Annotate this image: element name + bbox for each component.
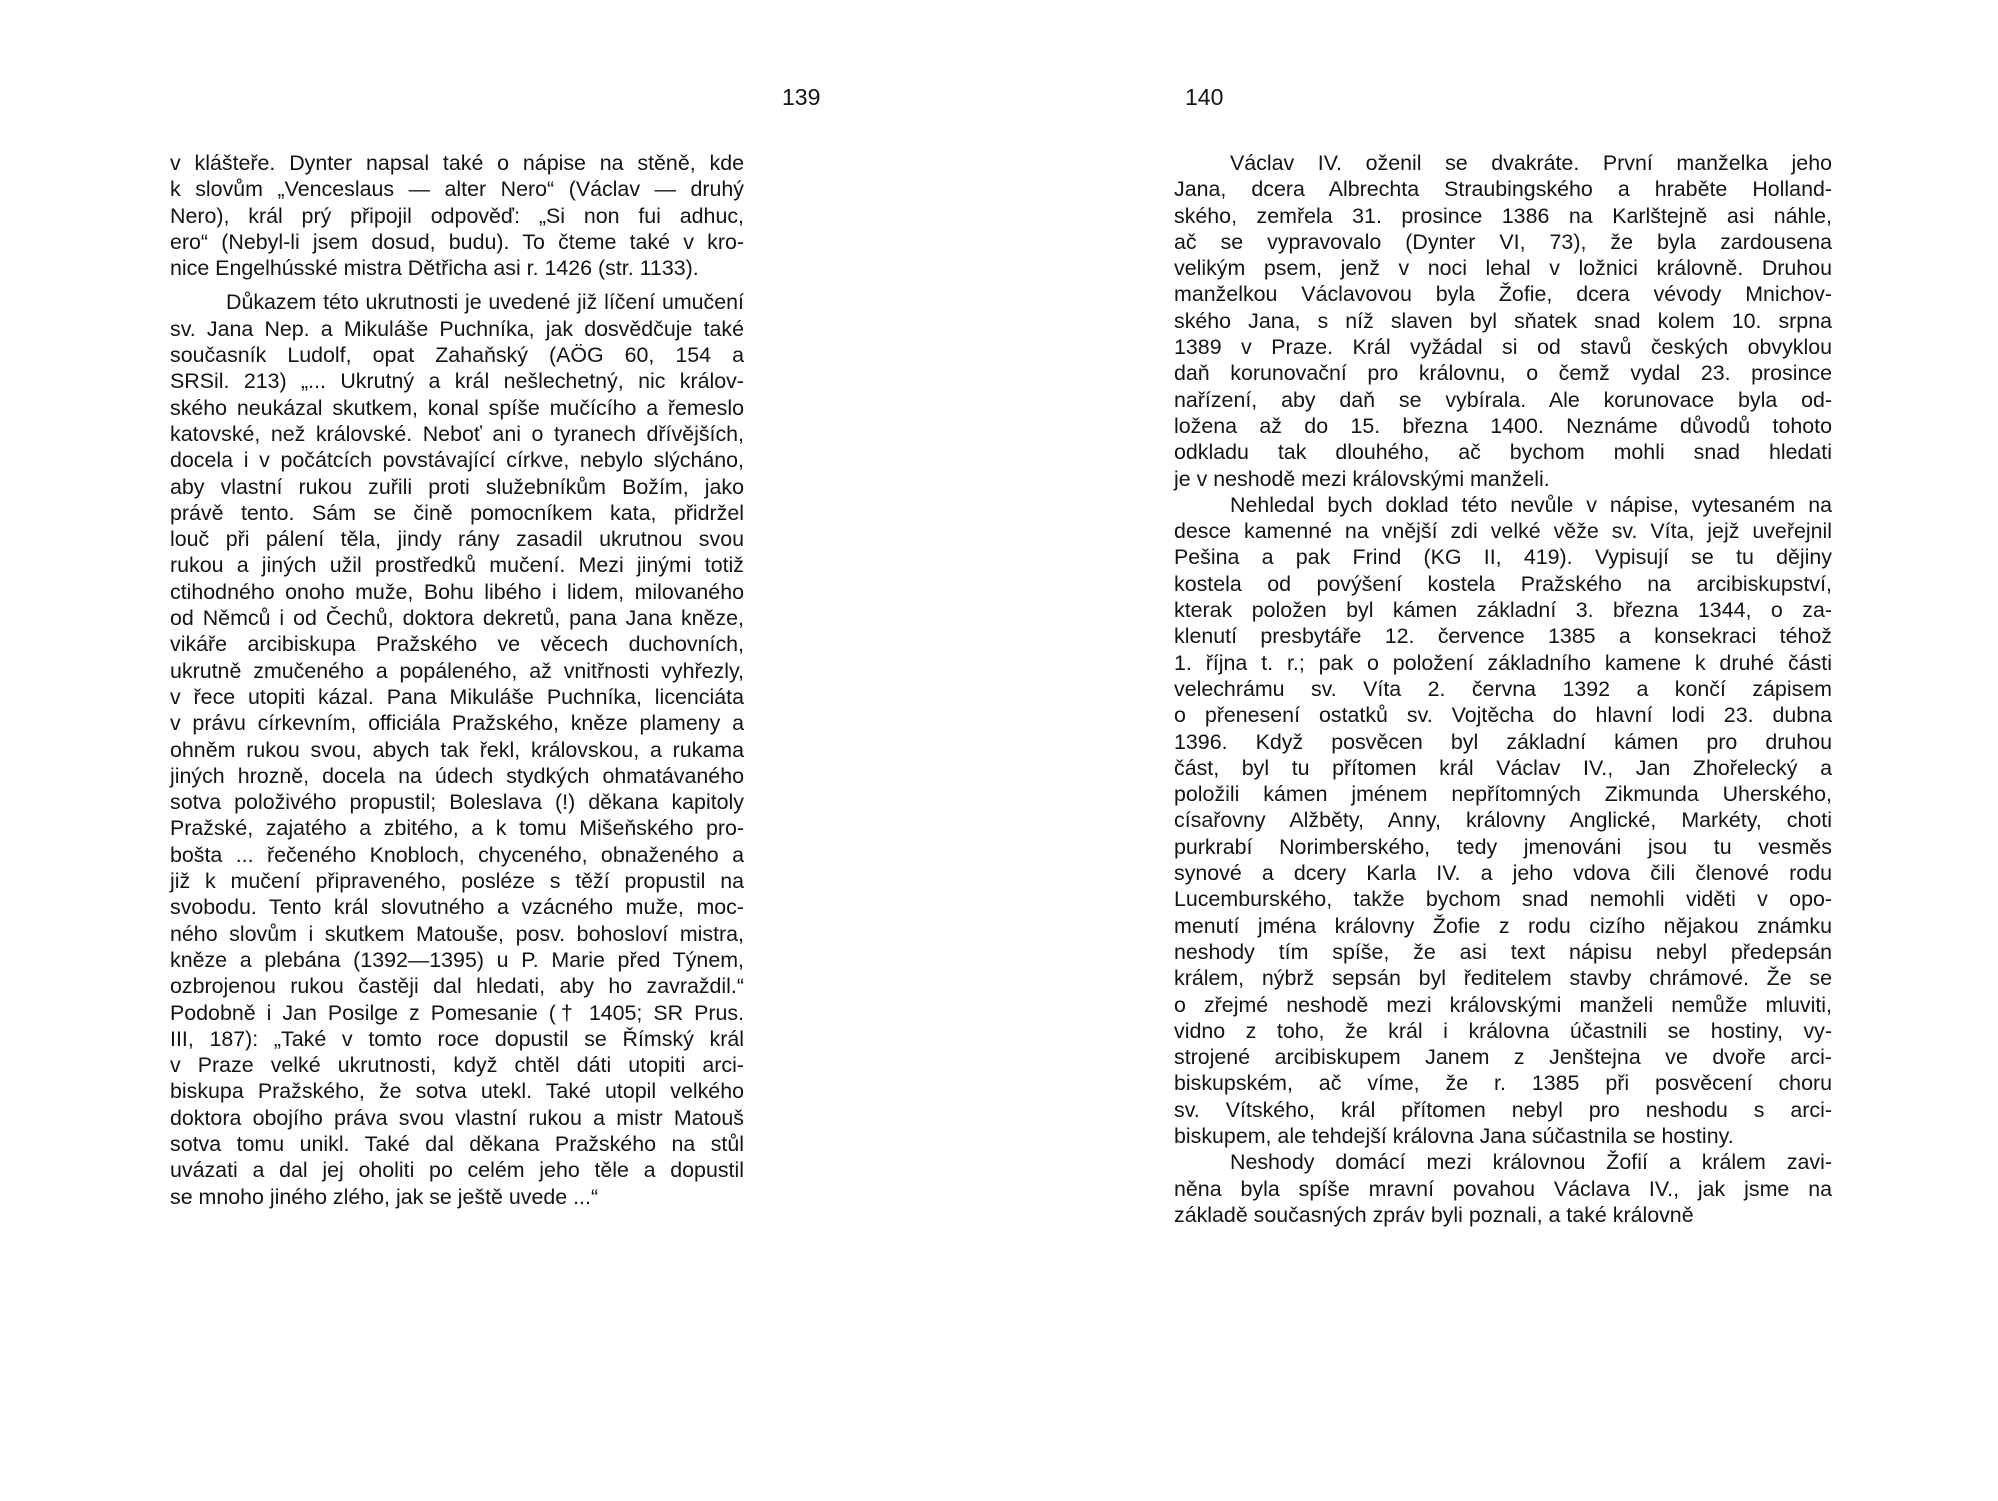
text-line: v řece utopiti kázal. Pana Mikuláše Puchníka, licenciáta <box>170 684 744 709</box>
text-line: bošta ... řečeného Knobloch, chyceného, obnaženého a <box>170 842 744 867</box>
text-line: ského, zemřela 31. prosince 1386 na Karlštejně asi náhle, <box>1174 203 1832 228</box>
text-line: se mnoho jiného zlého, jak se ještě uvede ...“ <box>170 1184 599 1209</box>
text-line: ozbrojenou rukou častěji dal hledati, aby ho zavraždil.“ <box>170 974 744 999</box>
text-line: biskupem, ale tehdejší královna Jana súčastnila se hostiny. <box>1174 1123 1734 1148</box>
text-line: vidno z toho, že král i královna účastnili se hostiny, vy- <box>1174 1018 1832 1043</box>
text-line: Pražské, zajatého a zbitého, a k tomu Mišeňského pro- <box>170 816 744 841</box>
text-line: strojené arcibiskupem Janem z Jenštejna ve dvoře arci- <box>1174 1045 1832 1070</box>
text-line: císařovny Alžběty, Anny, královny Anglické, Markéty, choti <box>1174 808 1832 833</box>
text-line: sotva tomu unikl. Také dal děkana Pražského na stůl <box>170 1131 744 1156</box>
paragraph <box>1174 150 1832 492</box>
left-text-block <box>170 150 744 1210</box>
text-line: velikým psem, jenž v noci lehal v ložnici královně. Druhou <box>1174 256 1832 281</box>
text-line: uvázati a dal jej oholiti po celém jeho těle a dopustil <box>170 1158 744 1183</box>
text-line: Neshody domácí mezi královnou Žofií a králem zavi- <box>1230 1150 1832 1175</box>
text-line: sotva položivého propustil; Boleslava (!) děkana kapitoly <box>170 790 744 815</box>
text-line: Podobně i Jan Posilge z Pomesanie († 1405; SR Prus. <box>170 1000 744 1025</box>
text-line: odkladu tak dlouhého, ač bychom mohli snad hledati <box>1174 440 1832 465</box>
text-line: 1. října t. r.; pak o položení základního kamene k druhé části <box>1174 650 1832 675</box>
text-line: ukrutně zmučeného a popáleného, až vnitřnosti vyhřezly, <box>170 658 744 683</box>
text-line: desce kamenné na vnější zdi velké věže sv. Víta, jejž uveřejnil <box>1174 519 1832 544</box>
text-line: ného slovům i skutkem Matouše, posv. bohosloví mistra, <box>170 921 744 946</box>
text-line: ložena až do 15. března 1400. Neznáme důvodů tohoto <box>1174 413 1832 438</box>
text-line: kterak položen byl kámen základní 3. března 1344, o za- <box>1174 598 1832 623</box>
text-line: právě tento. Sám se čině pomocníkem kata, přidržel <box>170 500 744 525</box>
text-line: neshody tím spíše, že asi text nápisu nebyl předepsán <box>1174 939 1832 964</box>
text-line: Václav IV. oženil se dvakráte. První manželka jeho <box>1230 151 1832 175</box>
text-line: Pešina a pak Frind (KG II, 419). Vypisují se tu dějiny <box>1174 545 1832 570</box>
text-line: svobodu. Tento král slovutného a vzácného muže, moc- <box>170 895 744 920</box>
text-line: nařízení, aby daň se vybírala. Ale korunovace byla od- <box>1174 387 1832 412</box>
text-line: aby vlastní rukou zuřili proti služebníkům Božím, jako <box>170 474 744 499</box>
text-line: III, 187): „Také v tomto roce dopustil se Římský král <box>170 1026 744 1051</box>
text-line: Lucemburského, takže bychom snad nemohli viděti v opo- <box>1174 887 1832 912</box>
text-line: ského Jana, s níž slaven byl sňatek snad kolem 10. srpna <box>1174 308 1832 333</box>
text-line: v klášteře. Dynter napsal také o nápise na stěně, kde <box>170 151 744 175</box>
text-line: něna byla spíše mravní povahou Václava IV., jak jsme na <box>1174 1176 1832 1201</box>
page-number: 139 <box>782 84 821 110</box>
text-line: rukou a jiných užil prostředků mučení. Mezi jinými totiž <box>170 553 744 578</box>
text-line: jiných hrozně, docela na údech stydkých ohmatávaného <box>170 763 744 788</box>
text-line: synové a dcery Karla IV. a jeho vdova čili členové rodu <box>1174 861 1832 886</box>
text-line: ského neukázal skutkem, konal spíše mučícího a řemeslo <box>170 395 744 420</box>
text-line: ohněm rukou svou, abych tak řekl, královskou, a rukama <box>170 737 744 762</box>
text-line: základě současných zpráv byli poznali, a také královně <box>1174 1202 1694 1227</box>
text-line: o přenesení ostatků sv. Vojtěcha do hlavní lodi 23. dubna <box>1174 703 1832 728</box>
text-line: daň korunovační pro královnu, o čemž vydal 23. prosince <box>1174 361 1832 386</box>
text-line: ctihodného onoho muže, Bohu libého i lidem, milovaného <box>170 579 744 604</box>
text-line: katovské, než královské. Neboť ani o tyranech dřívějších, <box>170 421 744 446</box>
text-line: velechrámu sv. Víta 2. června 1392 a končí zápisem <box>1174 676 1832 701</box>
text-line: biskupa Pražského, že sotva utekl. Také utopil velkého <box>170 1079 744 1104</box>
text-line: vikáře arcibiskupa Pražského ve věcech duchovních, <box>170 632 744 657</box>
text-line: Jana, dcera Albrechta Straubingského a hraběte Holland- <box>1174 177 1832 202</box>
text-line: od Němců i od Čechů, doktora dekretů, pana Jana kněze, <box>170 606 744 631</box>
text-line: Nehledal bych doklad této nevůle v nápise, vytesaném na <box>1230 492 1832 517</box>
right-page <box>999 0 1998 1501</box>
text-line: nice Engelhússké mistra Dětřicha asi r. 1426 (str. 1133). <box>170 256 699 281</box>
paragraph <box>1174 1149 1832 1228</box>
text-line: 1389 v Praze. Král vyžádal si od stavů českých obvyklou <box>1174 335 1832 360</box>
text-line: kostela od povýšení kostela Pražského na arcibiskupství, <box>1174 571 1832 596</box>
text-line: biskupském, ač víme, že r. 1385 při posvěcení choru <box>1174 1071 1832 1096</box>
paragraph <box>170 289 744 1209</box>
text-line: 1396. Když posvěcen byl základní kámen pro druhou <box>1174 729 1832 754</box>
text-line: SRSil. 213) „... Ukrutný a král nešlechetný, nic králov- <box>170 369 744 394</box>
text-line: v Praze velké ukrutnosti, když chtěl dáti utopiti arci- <box>170 1053 744 1078</box>
right-text-block <box>1174 150 1832 1228</box>
text-line: již k mučení připraveného, posléze s těží propustil na <box>170 869 744 894</box>
text-line: v právu církevním, officiála Pražského, kněze plameny a <box>170 711 744 736</box>
text-line: současník Ludolf, opat Zahaňský (AÖG 60, 154 a <box>170 343 744 368</box>
text-line: sv. Jana Nep. a Mikuláše Puchníka, jak dosvědčuje také <box>170 316 744 341</box>
paragraph-gap <box>170 281 744 289</box>
text-line: louč při pálení těla, jindy rány zasadil ukrutnou svou <box>170 527 744 552</box>
text-line: klenutí presbytáře 12. července 1385 a konsekraci téhož <box>1174 624 1832 649</box>
text-line: docela i v počátcích povstávající církve, nebylo slýcháno, <box>170 448 744 473</box>
text-line: purkrabí Norimberského, tedy jmenováni jsou tu vesměs <box>1174 834 1832 859</box>
paragraph <box>170 150 744 281</box>
text-line: menutí jména královny Žofie z rodu cizího nějakou známku <box>1174 913 1832 938</box>
text-line: položili kámen jménem nepřítomných Zikmunda Uherského, <box>1174 782 1832 807</box>
text-line: králem, nýbrž sepsán byl ředitelem stavby chrámové. Že se <box>1174 966 1832 991</box>
text-line: je v neshodě mezi královskými manželi. <box>1174 466 1550 491</box>
text-line: Důkazem této ukrutnosti je uvedené již líčení umučení <box>226 290 744 315</box>
page-number: 140 <box>1185 84 1224 110</box>
text-line: o zřejmé neshodě mezi královskými manželi nemůže mluviti, <box>1174 992 1832 1017</box>
text-line: část, byl tu přítomen král Václav IV., Jan Zhořelecký a <box>1174 755 1832 780</box>
text-line: ero“ (Nebyl-li jsem dosud, budu). To čteme také v kro- <box>170 229 744 254</box>
text-line: kněze a plebána (1392—1395) u P. Marie před Týnem, <box>170 947 744 972</box>
text-line: Nero), král prý připojil odpověď: „Si non fui adhuc, <box>170 203 744 228</box>
text-line: doktora obojího práva svou vlastní rukou a mistr Matouš <box>170 1105 744 1130</box>
text-line: manželkou Václavovou byla Žofie, dcera vévody Mnichov- <box>1174 282 1832 307</box>
paragraph <box>1174 492 1832 1149</box>
text-line: k slovům „Venceslaus — alter Nero“ (Václav — druhý <box>170 177 744 202</box>
text-line: ač se vypravovalo (Dynter VI, 73), že byla zardousena <box>1174 229 1832 254</box>
text-line: sv. Vítského, král přítomen nebyl pro neshodu s arci- <box>1174 1097 1832 1122</box>
